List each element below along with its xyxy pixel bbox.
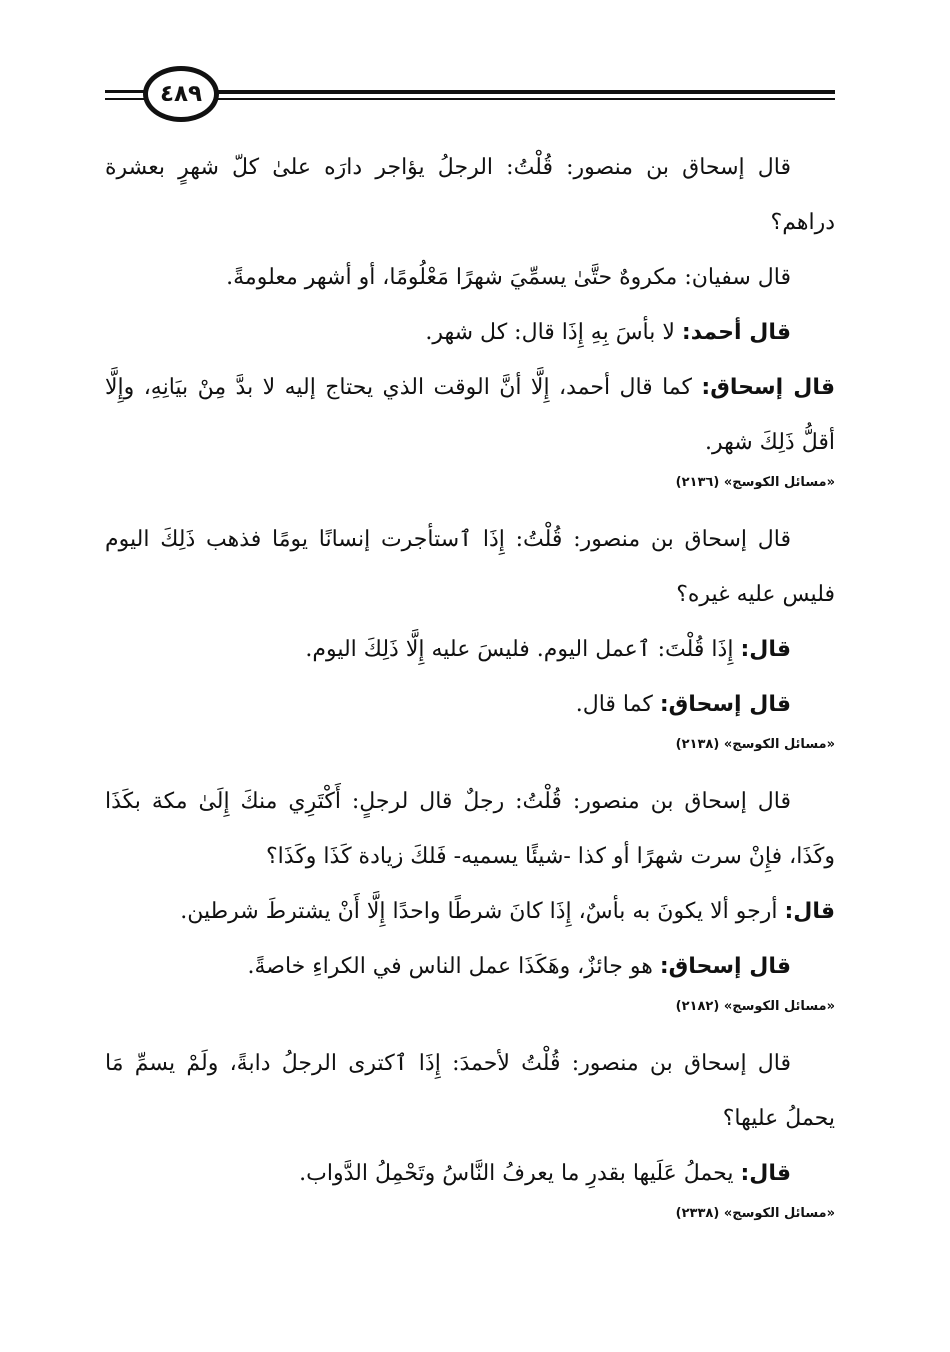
source-citation: «مسائل الكوسج» (٢١٣٨) xyxy=(675,737,835,752)
paragraph: قال إسحاق بن منصور: قُلْتُ: الرجلُ يؤاجر دارَه علىٰ كلّ شهرٍ بعشرة دراهم؟ xyxy=(105,155,835,235)
page-header xyxy=(105,60,835,130)
page-body xyxy=(105,140,835,1243)
source-citation: «مسائل الكوسج» (٢١٣٦) xyxy=(675,475,835,490)
paragraph: قال إسحاق: هو جائزٌ، وهَكَذَا عمل الناس في الكراءِ خاصةً. xyxy=(247,954,791,979)
header-rule-thin xyxy=(215,98,835,100)
entry-block xyxy=(105,774,835,1018)
paragraph: قال سفيان: مكروهٌ حتَّىٰ يسمِّيَ شهرًا مَعْلُومًا، أو أشهر معلومةً. xyxy=(226,265,791,290)
paragraph: قال إسحاق: كما قال أحمد، إِلَّا أنَّ الوقت الذي يحتاج إليه لا بدَّ مِنْ بيَانِهِ، وإِلَّا أقلُّ ذَلِكَ شهر. xyxy=(105,375,835,455)
paragraph: قال: أرجو ألا يكونَ به بأسٌ، إِذَا كانَ شرطًا واحدًا إِلَّا أَنْ يشترطَ شرطين. xyxy=(180,899,835,924)
source-citation: «مسائل الكوسج» (٢٣٣٨) xyxy=(675,1206,835,1221)
paragraph: قال أحمد: لا بأسَ بِهِ إِذَا قال: كل شهر. xyxy=(425,320,791,345)
paragraph: قال إسحاق بن منصور: قُلْتُ لأحمدَ: إِذَا ٱكترى الرجلُ دابةً، ولَمْ يسمِّ مَا يحملُ عليها؟ xyxy=(105,1051,835,1131)
paragraph: قال إسحاق: كما قال. xyxy=(575,692,791,717)
paragraph: قال: إِذَا قُلْتَ: ٱعمل اليوم. فليسَ عليه إِلَّا ذَلِكَ اليوم. xyxy=(305,637,791,662)
entry-block xyxy=(105,1036,835,1225)
header-rule-left xyxy=(105,90,145,93)
entry-block xyxy=(105,140,835,494)
paragraph: قال: يحملُ عَلَيها بقدرِ ما يعرفُ النَّاسُ وتَحْمِلُ الدَّواب. xyxy=(299,1161,791,1186)
header-rule-left-thin xyxy=(105,98,145,100)
source-citation: «مسائل الكوسج» (٢١٨٢) xyxy=(675,999,835,1014)
header-rule-thick xyxy=(215,90,835,94)
page-number: ٤٨٩ xyxy=(143,66,219,122)
paragraph: قال إسحاق بن منصور: قُلْتُ: رجلٌ قال لرجلٍ: أَكْتَرِي منكَ إِلَىٰ مكة بكَذَا وكَذَا، فإِنْ سرت شهرًا أو كذا -شيئًا يسميه- فَلكَ زيادة كَذَا وكَذَا؟ xyxy=(105,789,835,869)
paragraph: قال إسحاق بن منصور: قُلْتُ: إِذَا ٱستأجرت إنسانًا يومًا فذهب ذَلِكَ اليوم فليس عليه غيره؟ xyxy=(105,527,835,607)
entry-block xyxy=(105,512,835,756)
